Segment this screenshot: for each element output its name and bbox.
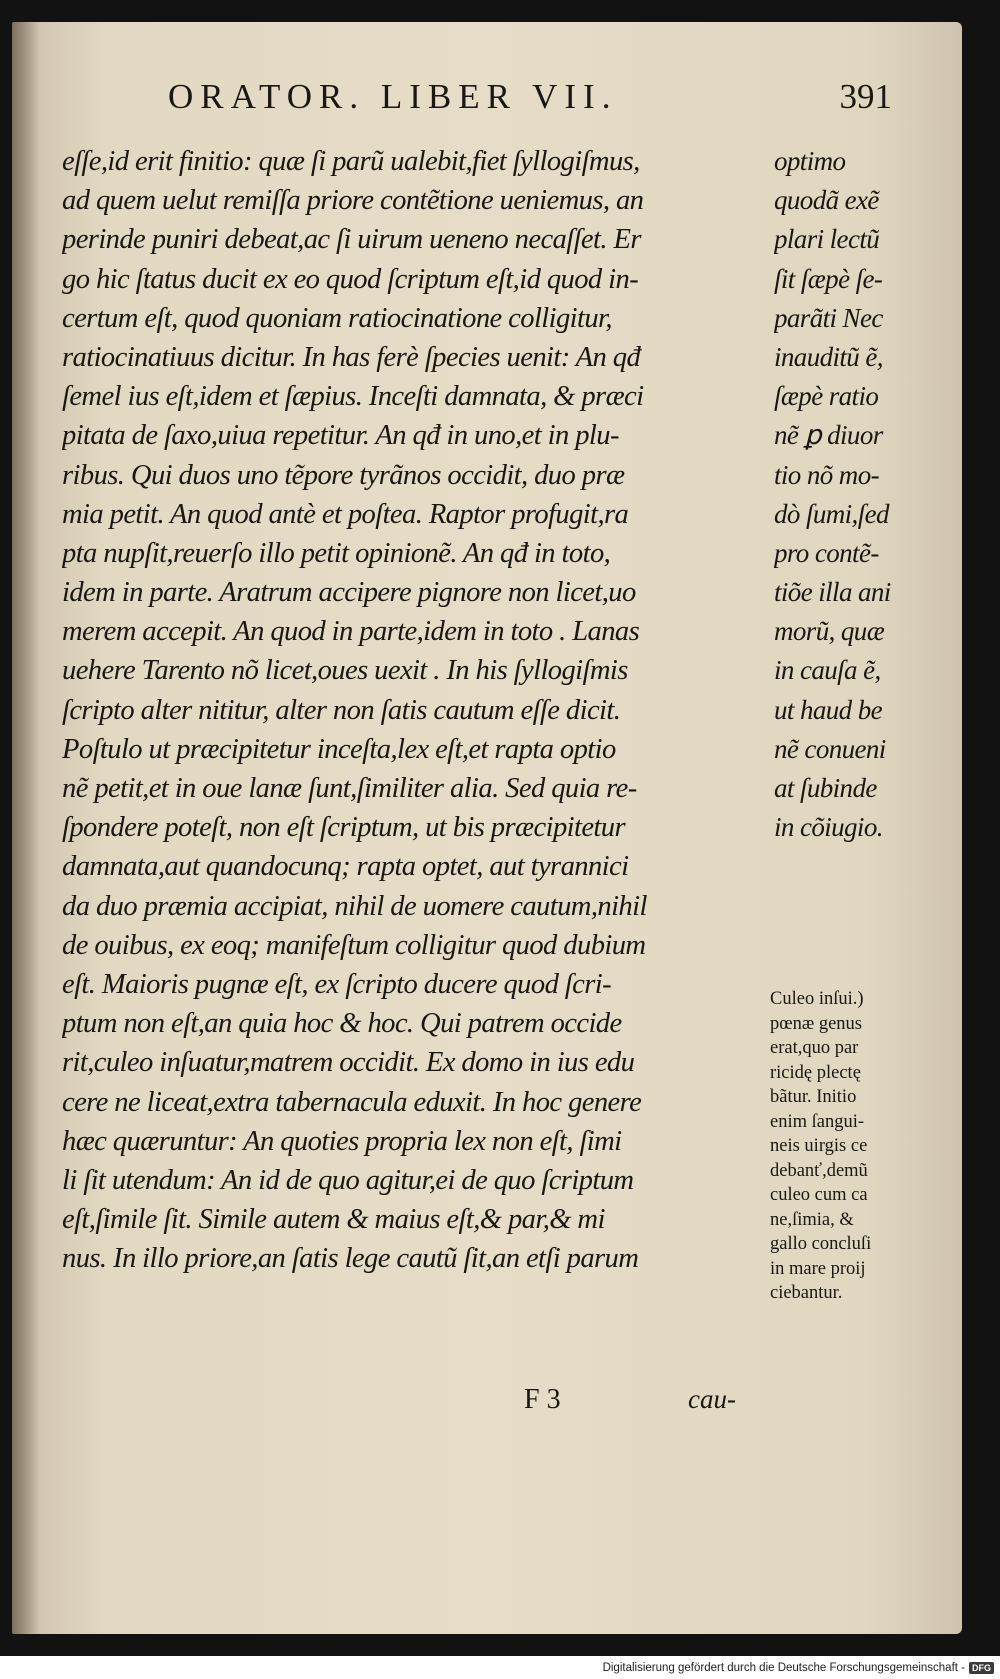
text-line: ſemel ius eſt,idem et ſæpius. Inceſti damnata, & præci [62,381,644,413]
text-line: li ſit utendum: An id de quo agitur,ei de quo ſcriptum [62,1164,634,1196]
marginal-line: nẽ ꝑ diuor [774,420,883,451]
signature-mark: F 3 [524,1384,561,1415]
text-line: perinde puniri debeat,ac ſi uirum ueneno necaſſet. Er [62,224,641,256]
marginal-line: at ſubinde [774,773,877,803]
marginal-note-upper [774,142,914,847]
marginal-line: inauditũ ẽ, [774,341,883,372]
note-line: bãtur. Initio [770,1087,857,1107]
text-line: go hic ſtatus ducit ex eo quod ſcriptum eſt,id quod in- [62,263,639,295]
text-line: eſt. Maioris pugnæ eſt, ex ſcripto ducere quod ſcri- [62,968,612,1000]
text-line: ad quem uelut remiſſa priore contẽtione ueniemus, an [62,185,644,217]
text-line: nẽ petit,et in oue lanæ ſunt,ſimiliter alia. Sed quia re- [62,773,637,804]
marginal-line: plari lectũ [774,224,880,255]
note-line: ciebantur. [770,1283,843,1303]
note-line: neis uirgis ce [770,1136,868,1156]
marginal-line: pro contẽ- [774,537,879,568]
marginal-line: ſæpè ratio [774,381,879,412]
marginal-line: ſit ſæpè ſe- [774,263,883,294]
text-line: cere ne liceat,extra tabernacula eduxit. In hoc genere [62,1086,642,1118]
text-line: hæc quæruntur: An quoties propria lex non eſt, ſimi [62,1125,622,1157]
text-line: mia petit. An quod antè et poſtea. Raptor profugit,ra [62,498,629,530]
text-line: da duo præmia accipiat, nihil de uomere cautum,nihil [62,890,647,922]
note-line: ricidę plectę [770,1062,861,1083]
running-title: ORATOR. LIBER VII. [168,77,618,116]
text-line: idem in parte. Aratrum accipere pignore non licet,uo [62,577,636,609]
text-line: de ouibus, ex eoq; manifeſtum colligitur quod dubium [62,929,646,961]
marginal-line: tiõe illa ani [774,577,891,608]
note-line: Culeo inſui.) [770,989,864,1009]
text-line: nus. In illo priore,an ſatis lege cautũ ſit,an etſi parum [62,1243,639,1275]
marginal-line: in cõiugio. [774,812,883,843]
text-line: eſſe,id erit finitio: quæ ſi parũ ualebit,fiet ſyllogiſmus, [62,146,640,177]
marginal-note-lower [770,987,920,1306]
text-line: Poſtulo ut præcipitetur inceſta,lex eſt,et rapta optio [62,733,616,765]
page-footer [512,1384,752,1424]
main-text-block [62,142,772,1278]
marginal-line: parãti Nec [774,302,883,333]
note-line: enim ſangui- [770,1111,865,1132]
note-line: erat,quo par [770,1038,859,1058]
digitization-credit [603,1659,994,1677]
text-line: pitata de ſaxo,uiua repetitur. An qđ in uno,et in plu- [62,420,619,452]
text-line: eſt,ſimile ſit. Simile autem & maius eſt,& par,& mi [62,1204,605,1236]
page-header [152,77,892,125]
marginal-line: morũ, quæ [774,616,885,647]
text-line: ſpondere poteſt, non eſt ſcriptum, ut bis præcipitetur [62,812,625,844]
marginal-line: tio nõ mo- [774,459,879,490]
page-number: 391 [839,77,892,116]
note-line: in mare proij [770,1258,866,1279]
text-line: certum eſt, quod quoniam ratiocinatione colligitur, [62,302,612,334]
text-line: ratiocinatiuus dicitur. In has ferè ſpecies uenit: An qđ [62,341,641,373]
credit-text: Digitalisierung gefördert durch die Deutsche Forschungsgemeinschaft - [602,1662,965,1674]
text-line: damnata,aut quandocunq; rapta optet, aut tyrannici [62,851,629,883]
text-line: merem accepit. An quod in parte,idem in toto . Lanas [62,616,640,648]
marginal-line: dò ſumi,ſed [774,498,889,529]
marginal-line: ut haud be [774,694,882,725]
text-line: pta nupſit,reuerſo illo petit opinionẽ. An qđ in toto, [62,537,611,569]
note-line: gallo concluſi [770,1234,872,1254]
marginal-line: quodã exẽ [774,185,879,216]
note-line: debanť,demũ [770,1160,868,1181]
text-line: ſcripto alter nititur, alter non ſatis cautum eſſe dicit. [62,694,621,726]
marginal-line: optimo [774,146,846,176]
gutter-shadow [12,22,40,1634]
note-line: ne,ſimia, & [770,1209,854,1230]
note-line: pœnæ genus [770,1013,862,1034]
text-line: ptum non eſt,an quia hoc & hoc. Qui patrem occide [62,1008,622,1040]
note-line: culeo cum ca [770,1185,868,1205]
dfg-logo: DFG [969,1662,994,1674]
marginal-line: in cauſa ẽ, [774,655,881,686]
book-page [12,22,962,1634]
catchword: cau- [688,1384,736,1414]
text-line: uehere Tarento nõ licet,oues uexit . In his ſyllogiſmis [62,655,628,687]
text-line: ribus. Qui duos uno tẽpore tyrãnos occidit, duo præ [62,459,625,491]
text-line: rit,culeo inſuatur,matrem occidit. Ex domo in ius edu [62,1047,635,1079]
marginal-line: nẽ conueni [774,733,886,764]
